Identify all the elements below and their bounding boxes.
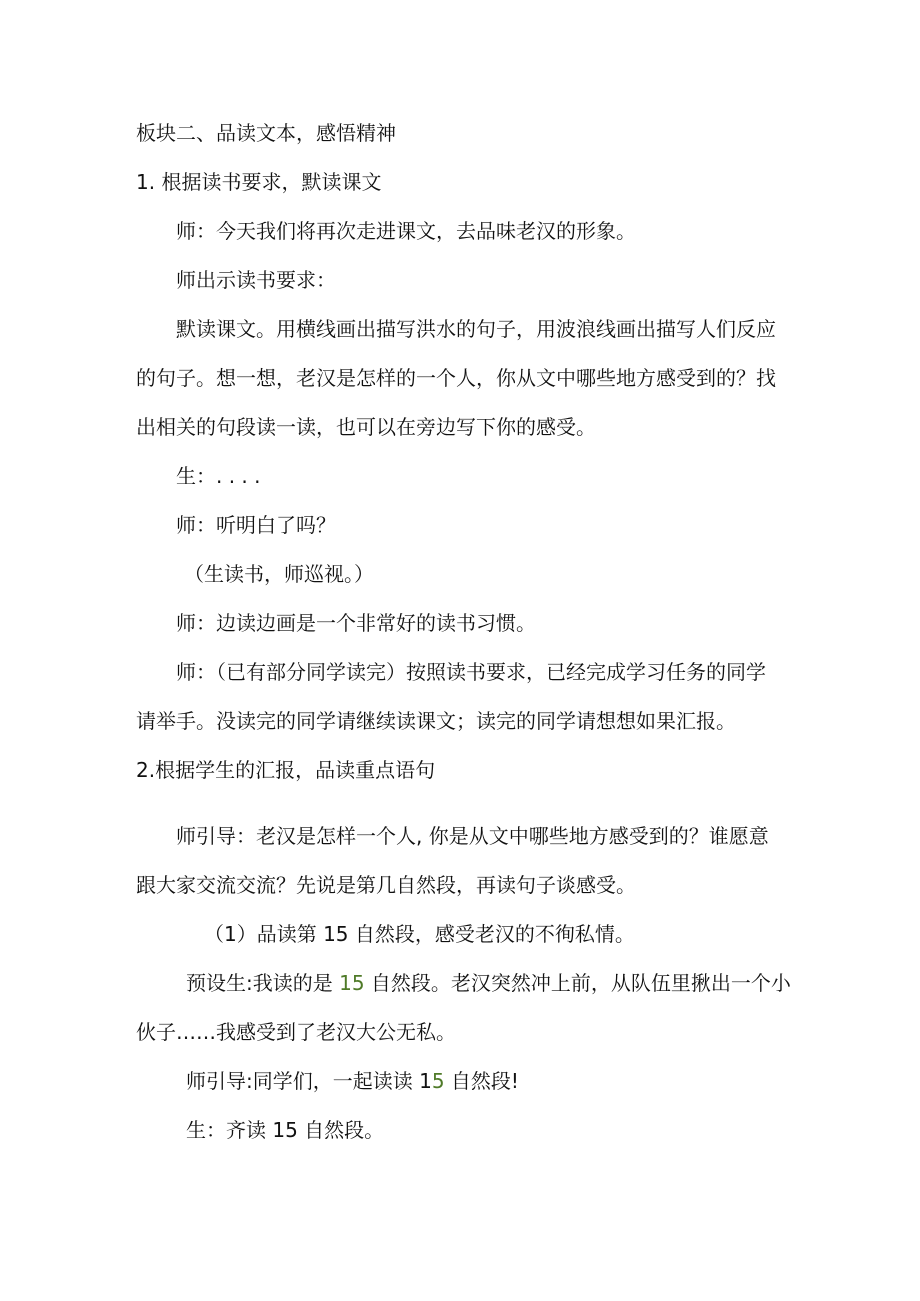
preset-student-line-2: 伙子……我感受到了老汉大公无私。: [136, 1020, 456, 1044]
subsection-1-title: （1）品读第 15 自然段，感受老汉的不徇私情。: [204, 922, 635, 946]
teacher-guide-line-2: 跟大家交流交流？先说是第几自然段，再读句子谈感受。: [136, 873, 636, 897]
preset-student-line-1: [186, 970, 791, 996]
teacher-intro: 师：今天我们将再次走进课文，去品味老汉的形象。: [176, 219, 636, 243]
teacher-guide-2: [186, 1068, 519, 1094]
teacher-guide-line-1: 师引导：老汉是怎样一个人, 你是从文中哪些地方感受到的？谁愿意: [176, 824, 769, 848]
show-requirements: 师出示读书要求：: [176, 268, 336, 292]
students-read-together: 生：齐读 15 自然段。: [186, 1118, 385, 1142]
guide2-text-a: 师引导:同学们，一起读读 1: [186, 1069, 432, 1093]
stage-direction: （生读书，师巡视。）: [184, 562, 374, 586]
teacher-check-line-2: 请举手。没读完的同学请继续读课文；读完的同学请想想如果汇报。: [136, 709, 736, 733]
requirements-line-3: 出相关的句段读一读，也可以在旁边写下你的感受。: [136, 415, 596, 439]
step2-title: 2.根据学生的汇报，品读重点语句: [136, 758, 436, 782]
teacher-check-line-1: 师：（已有部分同学读完）按照读书要求，已经完成学习任务的同学: [176, 660, 766, 684]
requirements-line-1: 默读课文。用横线画出描写洪水的句子，用波浪线画出描写人们反应: [176, 317, 776, 341]
guide2-number-digit: 5: [431, 1069, 445, 1093]
section-heading: 板块二、品读文本，感悟精神: [136, 121, 396, 145]
preset-text-b: 自然段。老汉突然冲上前，从队伍里揪出一个小: [364, 971, 791, 995]
preset-text-a: 预设生:我读的是: [186, 971, 340, 995]
step1-title: 1. 根据读书要求，默读课文: [136, 170, 382, 194]
preset-paragraph-number: 15: [339, 971, 365, 995]
requirements-line-2: 的句子。想一想，老汉是怎样的一个人，你从文中哪些地方感受到的？找: [136, 366, 776, 390]
student-response: 生：. . . .: [176, 464, 261, 488]
teacher-praise: 师：边读边画是一个非常好的读书习惯。: [176, 611, 536, 635]
guide2-text-b: 自然段!: [444, 1069, 519, 1093]
teacher-question: 师：听明白了吗？: [176, 513, 336, 537]
